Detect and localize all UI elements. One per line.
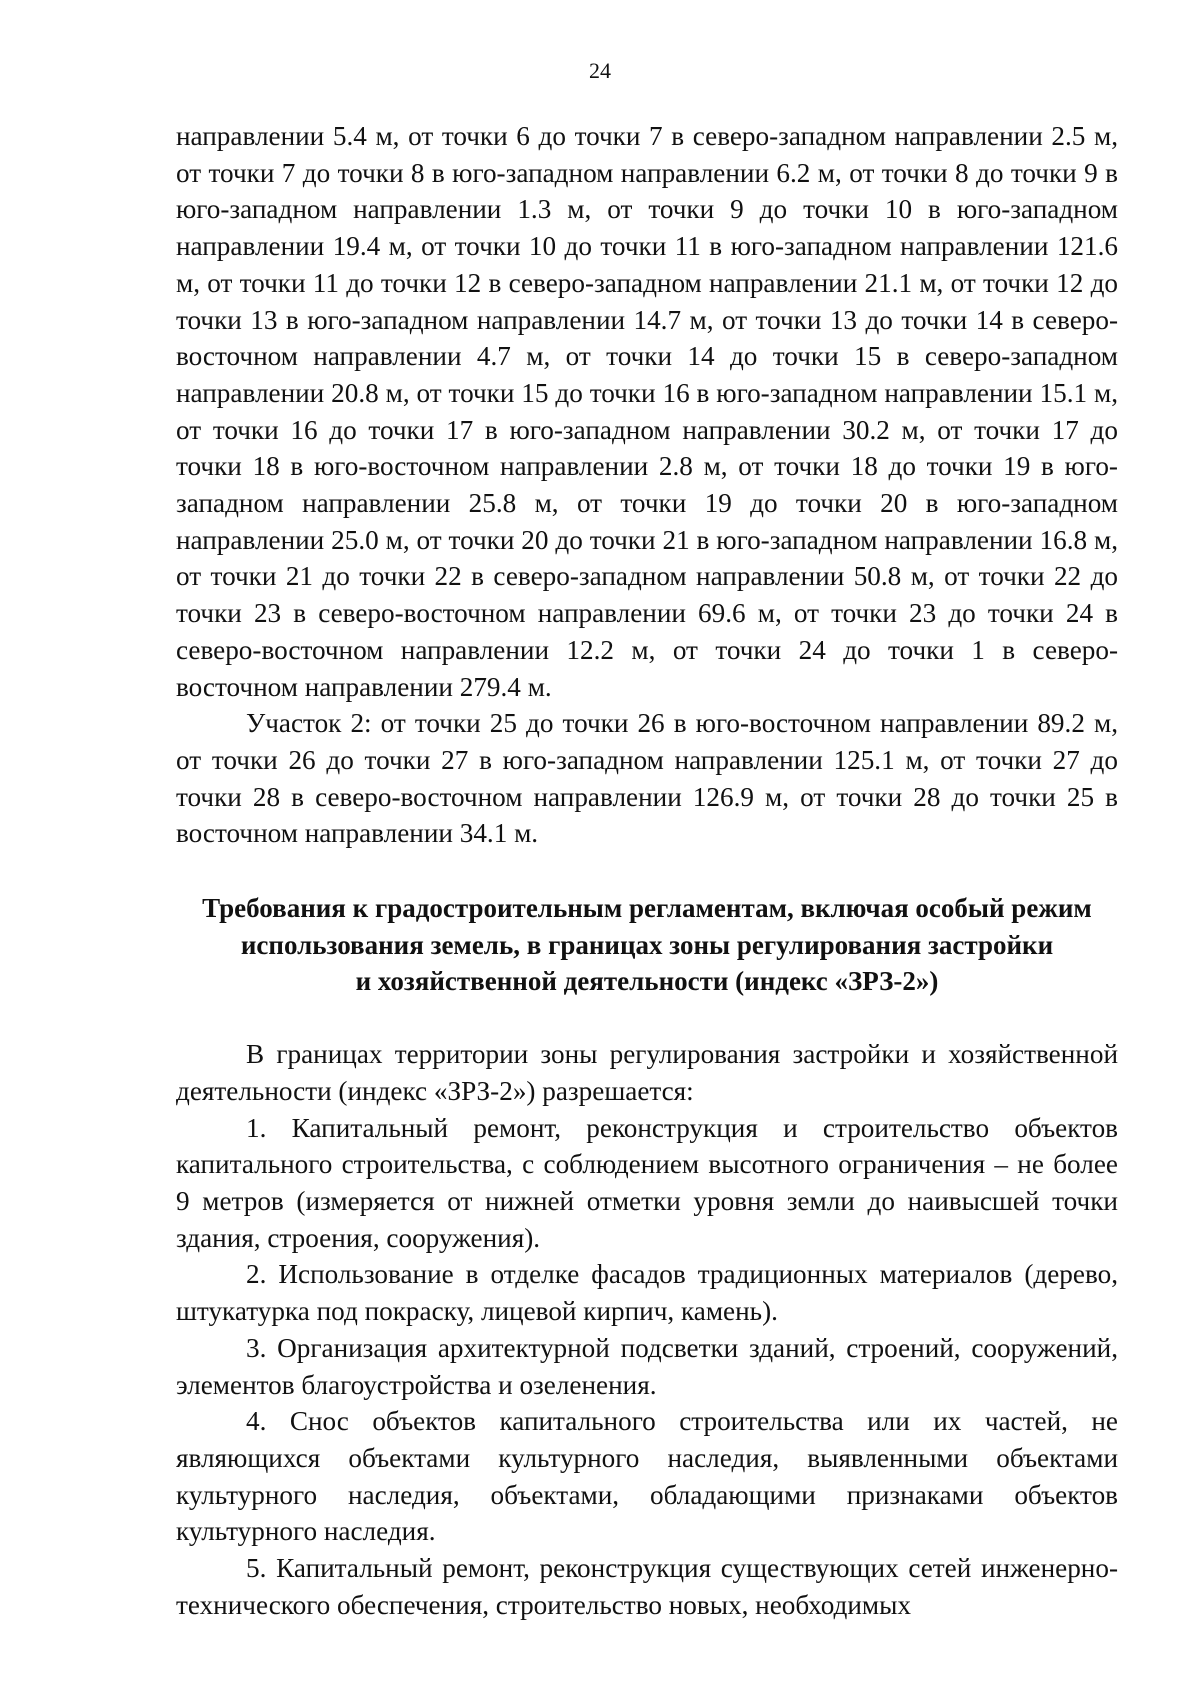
list-item-4: 4. Снос объектов капитального строительства или их частей, не являющихся объектами культурного наследия, выявленными объектами культурного наследия, объектами, обладающими признаками объектов культурного наследия. xyxy=(176,1406,1118,1547)
list-item-2: 2. Использование в отделке фасадов традиционных материалов (дерево, штукатурка под покраску, лицевой кирпич, камень). xyxy=(176,1259,1118,1327)
paragraph-plot-2: Участок 2: от точки 25 до точки 26 в юго-восточном направлении 89.2 м, от точки 26 до точки 27 в юго-западном направлении 125.1 м, от точки 27 до точки 28 в северо-восточном направлении 126.9 м, от точки 28 до точки 25 в восточном направлении 34.1 м. xyxy=(176,708,1118,849)
document-body xyxy=(176,118,1118,1623)
list-item-1: 1. Капитальный ремонт, реконструкция и строительство объектов капитального строительства, с соблюдением высотного ограничения – не более 9 метров (измеряется от нижней отметки уровня земли до наивысшей точки здания, строения, сооружения). xyxy=(176,1112,1118,1253)
paragraph-boundary-continuation: направлении 5.4 м, от точки 6 до точки 7 в северо-западном направлении 2.5 м, от точки 7 до точки 8 в юго-западном направлении 6.2 м, от точки 8 до точки 9 в юго-западном направлении 1.3 м, от точки 9 до точки 10 в юго-западном направлении 19.4 м, от точки 10 до точки 11 в юго-западном направлении 121.6 м, от точки 11 до точки 12 в северо-западном направлении 21.1 м, от точки 12 до точки 13 в юго-западном направлении 14.7 м, от точки 13 до точки 14 в северо-восточном направлении 4.7 м, от точки 14 до точки 15 в северо-западном направлении 20.8 м, от точки 15 до точки 16 в юго-западном направлении 15.1 м, от точки 16 до точки 17 в юго-западном направлении 30.2 м, от точки 17 до точки 18 в юго-восточном направлении 2.8 м, от точки 18 до точки 19 в юго-западном направлении 25.8 м, от точки 19 до точки 20 в юго-западном направлении 25.0 м, от точки 20 до точки 21 в юго-западном направлении 16.8 м, от точки 21 до точки 22 в северо-западном направлении 50.8 м, от точки 22 до точки 23 в северо-восточном направлении 69.6 м, от точки 23 до точки 24 в северо-восточном направлении 12.2 м, от точки 24 до точки 1 в северо-восточном направлении 279.4 м. xyxy=(176,121,1118,702)
section-heading xyxy=(176,890,1118,1000)
list-item-3: 3. Организация архитектурной подсветки зданий, строений, сооружений, элементов благоустройства и озеленения. xyxy=(176,1332,1118,1400)
list-item-5: 5. Капитальный ремонт, реконструкция существующих сетей инженерно-технического обеспечения, строительство новых, необходимых xyxy=(176,1553,1118,1620)
section-heading-line-2: использования земель, в границах зоны регулирования застройки xyxy=(240,929,1054,960)
page-number: 24 xyxy=(589,58,611,83)
section-heading-line-3: и хозяйственной деятельности (индекс «ЗРЗ-2») xyxy=(355,966,939,997)
section-heading-line-1: Требования к градостроительным регламентам, включая особый режим xyxy=(202,893,1092,924)
paragraph-intro: В границах территории зоны регулирования застройки и хозяйственной деятельности (индекс «ЗРЗ-2») разрешается: xyxy=(176,1039,1118,1106)
